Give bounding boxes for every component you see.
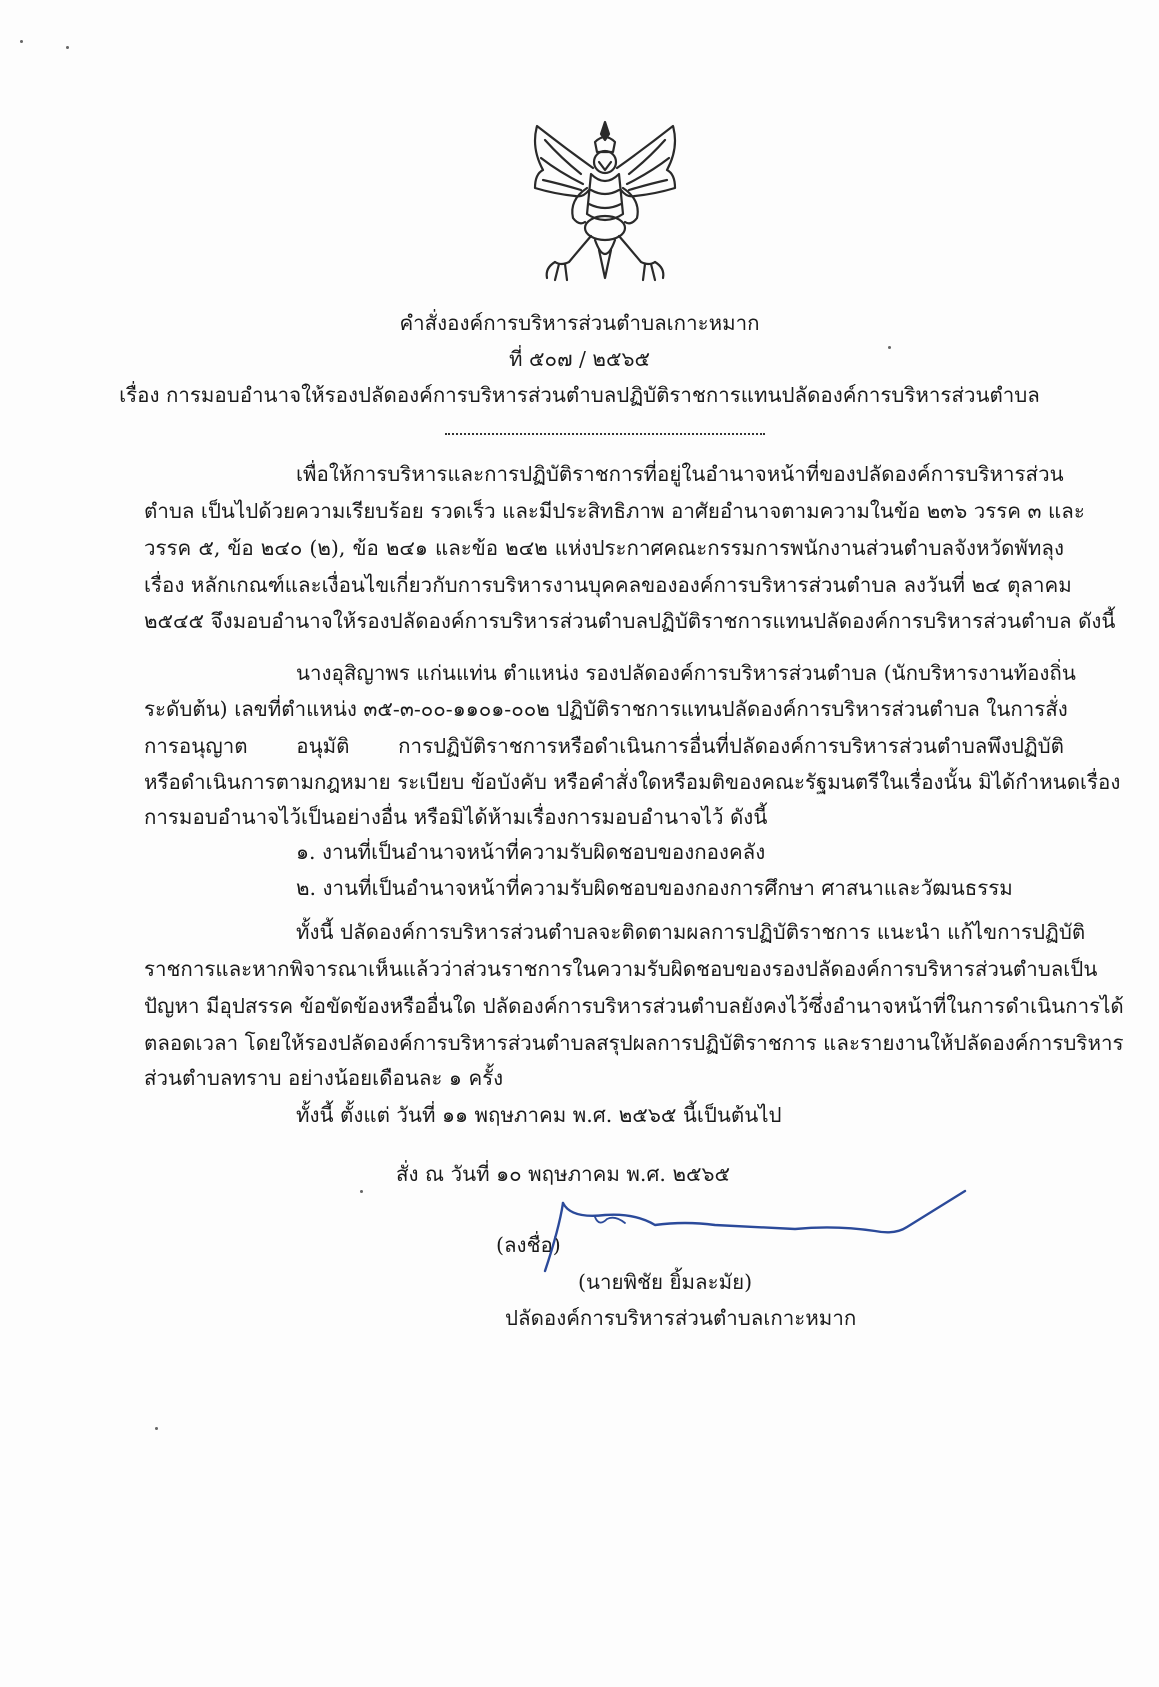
paragraph-2-line-1: นางอุสิญาพร แก่นแท่น ตำแหน่ง รองปลัดองค์การบริหารส่วนตำบล (นักบริหารงานท้องถิ่น (296, 661, 1076, 685)
subject-line: เรื่อง การมอบอำนาจให้รองปลัดองค์การบริหารส่วนตำบลปฏิบัติราชการแทนปลัดองค์การบริหารส่วนตำบล (119, 383, 1040, 407)
header-divider (445, 433, 765, 435)
scan-speck (66, 46, 69, 49)
scan-speck (155, 1427, 158, 1430)
issue-date: สั่ง ณ วันที่ ๑๐ พฤษภาคม พ.ศ. ๒๕๖๕ (396, 1162, 731, 1186)
paragraph-2-line-5: การมอบอำนาจไว้เป็นอย่างอื่น หรือมิได้ห้ามเรื่องการมอบอำนาจไว้ ดังนี้ (144, 805, 768, 829)
paragraph-1-line-1: เพื่อให้การบริหารและการปฏิบัติราชการที่อยู่ในอำนาจหน้าที่ของปลัดองค์การบริหารส่วน (296, 462, 1064, 486)
order-number: ที่ ๕๐๗ / ๒๕๖๕ (509, 347, 650, 371)
paragraph-3-line-4: ตลอดเวลา โดยให้รองปลัดองค์การบริหารส่วนตำบลสรุปผลการปฏิบัติราชการ และรายงานให้ปลัดองค์การบริหาร (144, 1031, 1124, 1055)
paragraph-1-line-4: เรื่อง หลักเกณฑ์และเงื่อนไขเกี่ยวกับการบริหารงานบุคคลขององค์การบริหารส่วนตำบล ลงวันที่ ๒๔ ตุลาคม (144, 573, 1072, 597)
effective-date: ทั้งนี้ ตั้งแต่ วันที่ ๑๑ พฤษภาคม พ.ศ. ๒๕๖๕ นี้เป็นต้นไป (296, 1103, 782, 1127)
handwritten-signature (535, 1185, 975, 1275)
scan-speck (888, 346, 891, 349)
paragraph-2-line-2: ระดับต้น) เลขที่ตำแหน่ง ๓๕-๓-๐๐-๑๑๐๑-๐๐๒ ปฏิบัติราชการแทนปลัดองค์การบริหารส่วนตำบล ในการสั่ง (144, 697, 1068, 721)
list-item: ๒. งานที่เป็นอำนาจหน้าที่ความรับผิดชอบของกองการศึกษา ศาสนาและวัฒนธรรม (296, 876, 1013, 900)
paragraph-2-line-4: หรือดำเนินการตามกฎหมาย ระเบียบ ข้อบังคับ หรือคำสั่งใดหรือมติของคณะรัฐมนตรีในเรื่องนั้น มิได้กำหนดเรื่อง (144, 770, 1121, 794)
paragraph-2-line-3: การอนุญาต อนุมัติ การปฏิบัติราชการหรือดำเนินการอื่นที่ปลัดองค์การบริหารส่วนตำบลพึงปฏิบัติ (144, 734, 1064, 758)
sign-label: (ลงชื่อ) (496, 1233, 561, 1257)
document-title: คำสั่งองค์การบริหารส่วนตำบลเกาะหมาก (399, 311, 760, 335)
scan-speck (20, 40, 23, 43)
paragraph-3-line-2: ราชการและหากพิจารณาเห็นแล้วว่าส่วนราชการในความรับผิดชอบของรองปลัดองค์การบริหารส่วนตำบลเป็น (144, 957, 1098, 981)
garuda-emblem-icon (525, 118, 685, 288)
paragraph-1-line-2: ตำบล เป็นไปด้วยความเรียบร้อย รวดเร็ว และมีประสิทธิภาพ อาศัยอำนาจตามความในข้อ ๒๓๖ วรรค ๓ และ (144, 499, 1085, 523)
paragraph-1-line-3: วรรค ๕, ข้อ ๒๔๐ (๒), ข้อ ๒๔๑ และข้อ ๒๔๒ แห่งประกาศคณะกรรมการพนักงานส่วนตำบลจังหวัดพัทลุง (144, 536, 1064, 560)
paragraph-3-line-3: ปัญหา มีอุปสรรค ข้อขัดข้องหรืออื่นใด ปลัดองค์การบริหารส่วนตำบลยังคงไว้ซึ่งอำนาจหน้าที่ในการดำเนินการได้ (144, 994, 1124, 1018)
paragraph-3-line-1: ทั้งนี้ ปลัดองค์การบริหารส่วนตำบลจะติดตามผลการปฏิบัติราชการ แนะนำ แก้ไขการปฏิบัติ (296, 920, 1086, 944)
paragraph-3-line-5: ส่วนตำบลทราบ อย่างน้อยเดือนละ ๑ ครั้ง (144, 1066, 504, 1090)
signer-position: ปลัดองค์การบริหารส่วนตำบลเกาะหมาก (505, 1306, 857, 1330)
signer-name: (นายพิชัย ยิ้มละมัย) (578, 1270, 753, 1294)
scan-speck (360, 1190, 363, 1193)
paragraph-1-line-5: ๒๕๔๕ จึงมอบอำนาจให้รองปลัดองค์การบริหารส่วนตำบลปฏิบัติราชการแทนปลัดองค์การบริหารส่วนตำบล ดังนี้ (144, 609, 1116, 633)
list-item: ๑. งานที่เป็นอำนาจหน้าที่ความรับผิดชอบของกองคลัง (296, 840, 766, 864)
